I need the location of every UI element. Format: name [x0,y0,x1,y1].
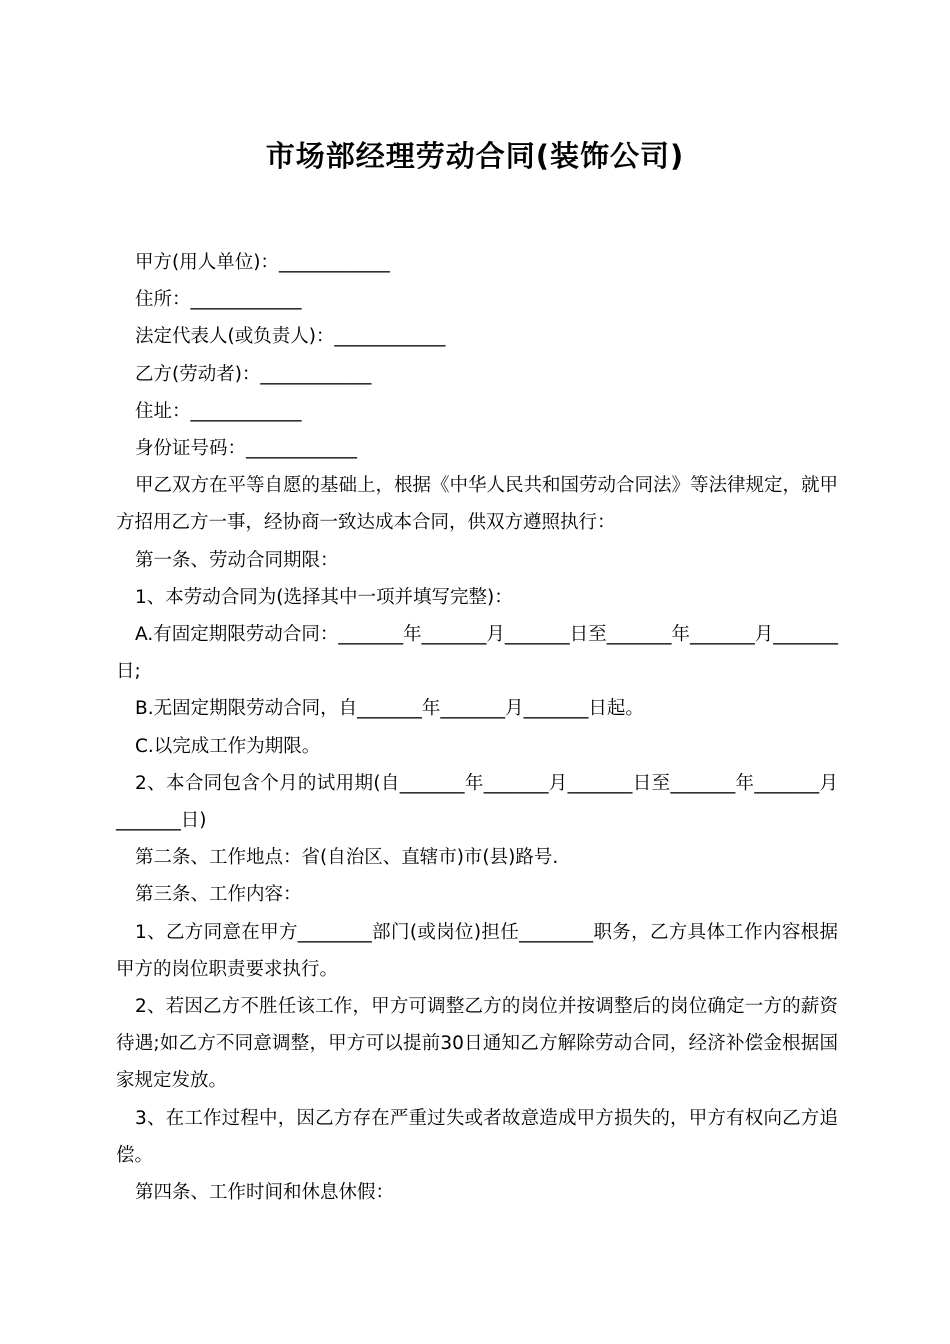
party-b-address-line: 住址：____________ [135,400,302,422]
article-1-option-a: A.有固定期限劳动合同：_______年_______月_______日至_______年_______月_______日; [116,624,838,683]
party-a-address-line: 住所：____________ [135,289,302,311]
article-4-heading: 第四条、工作时间和休息休假： [135,1182,395,1204]
document-body [116,244,838,1211]
article-1-clause-2: 2、本合同包含个月的试用期(自_______年_______月_______日至_______年_______月_______日) [116,772,838,832]
article-3-clause-2: 2、若因乙方不胜任该工作，甲方可调整乙方的岗位并按调整后的岗位确定一方的薪资待遇;如乙方不同意调整，甲方可以提前30日通知乙方解除劳动合同，经济补偿金根据国家规定发放。 [116,996,838,1092]
article-1-option-b: B.无固定期限劳动合同，自_______年_______月_______日起。 [135,698,644,720]
article-2-paragraph: 第二条、工作地点：省(自治区、直辖市)市(县)路号. [135,847,559,869]
party-a-employer-line: 甲方(用人单位)：____________ [135,252,390,273]
document-title: 市场部经理劳动合同(装饰公司) [265,139,685,173]
article-3-clause-1: 1、乙方同意在甲方________部门(或岗位)担任________职务，乙方具体工作内容根据甲方的岗位职责要求执行。 [116,921,838,980]
legal-representative-line: 法定代表人(或负责人)：____________ [135,326,446,348]
article-1-option-c: C.以完成工作为期限。 [135,735,321,757]
article-3-heading: 第三条、工作内容： [135,884,302,906]
preamble-paragraph: 甲乙双方在平等自愿的基础上，根据《中华人民共和国劳动合同法》等法律规定，就甲方招用乙方一事，经协商一致达成本合同，供双方遵照执行： [116,475,839,534]
article-1-heading: 第一条、劳动合同期限： [135,549,339,571]
article-3-clause-3: 3、在工作过程中，因乙方存在严重过失或者故意造成甲方损失的，甲方有权向乙方追偿。 [116,1107,838,1166]
id-number-line: 身份证号码：____________ [135,438,358,460]
article-1-clause-1: 1、本劳动合同为(选择其中一项并填写完整)： [135,586,513,608]
party-b-employee-line: 乙方(劳动者)：____________ [135,363,372,385]
